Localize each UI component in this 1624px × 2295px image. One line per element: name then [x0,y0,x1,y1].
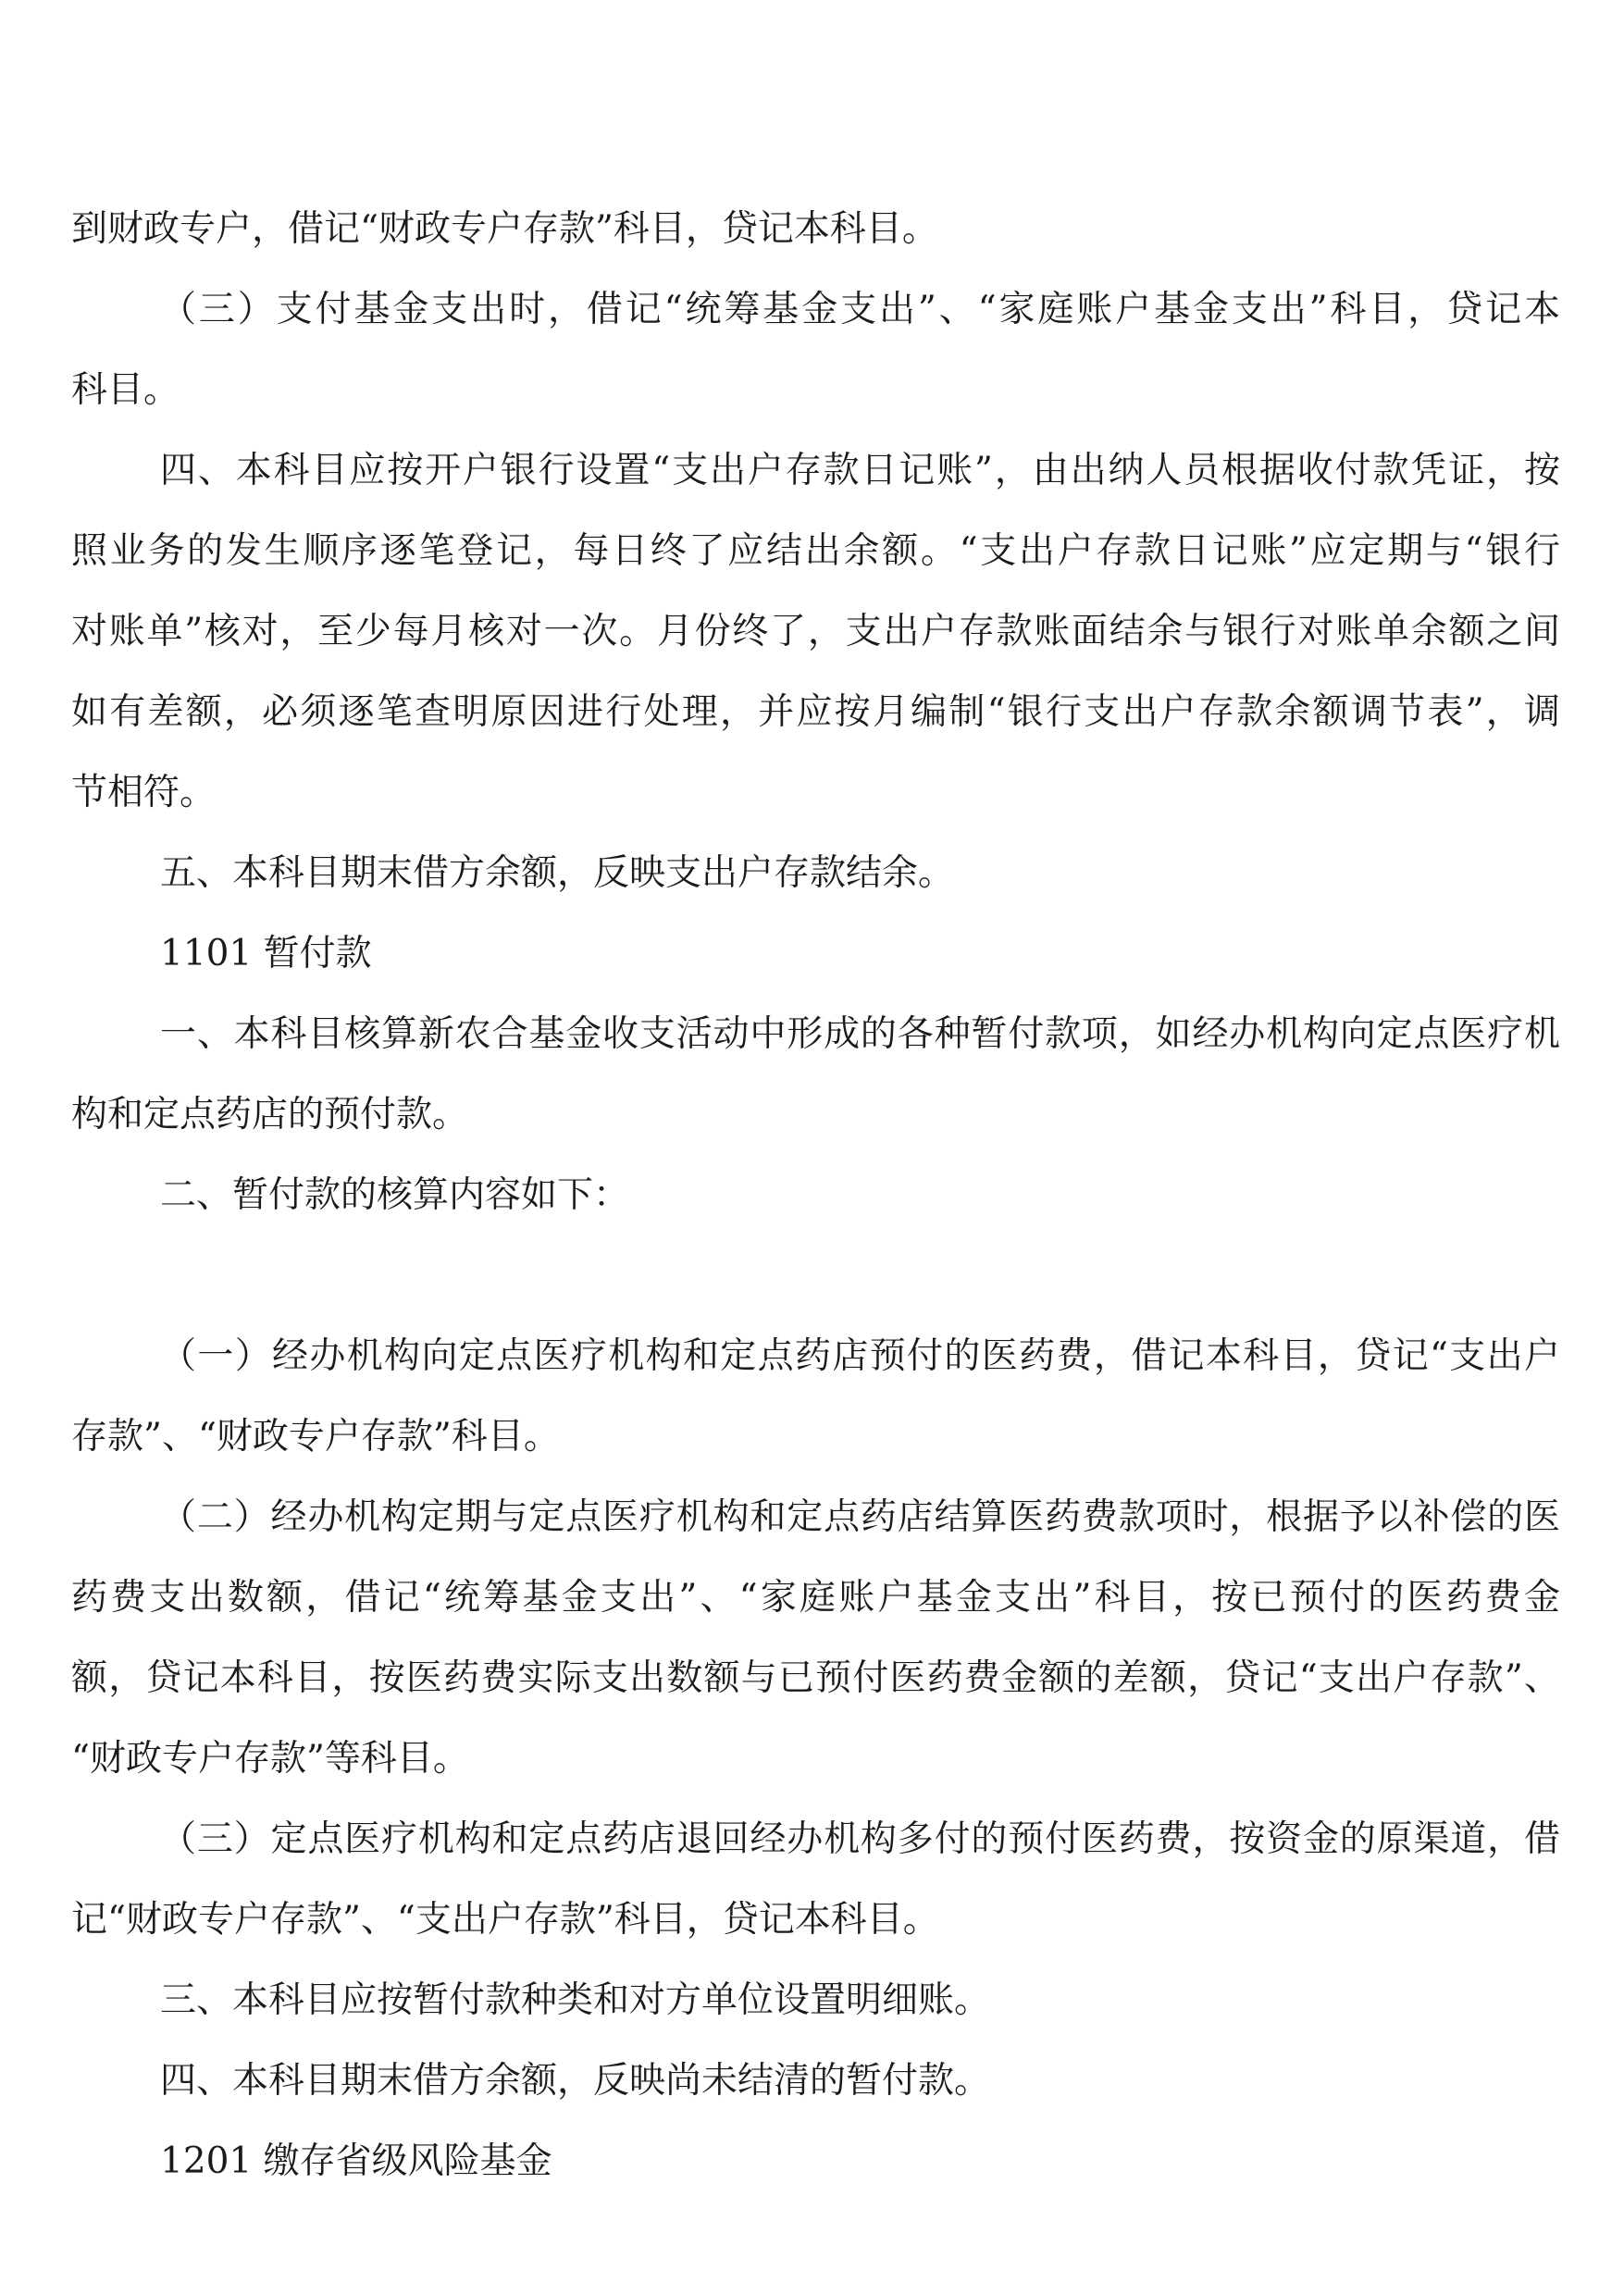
paragraph-line: 节相符。 [71,772,217,813]
paragraph-line: 药费支出数额，借记“统筹基金支出”、“家庭账户基金支出”科目，按已预付的医药费金 [71,1577,1560,1619]
paragraph [71,1477,1560,1799]
section-heading [71,913,1560,994]
paragraph [71,1316,1560,1477]
paragraph-line: 额，贷记本科目，按医药费实际支出数额与已预付医药费金额的差额，贷记“支出户存款”、 [71,1657,1560,1699]
section-heading-text: 1201 缴存省级风险基金 [160,2140,552,2182]
paragraph-line: 到财政专户，借记“财政专户存款”科目，贷记本科目。 [71,208,938,250]
paragraph-line: （一）经办机构向定点医疗机构和定点药店预付的医药费，借记本科目，贷记“支出户 [160,1335,1560,1377]
paragraph-line: 对账单”核对，至少每月核对一次。月份终了，支出户存款账面结余与银行对账单余额之间 [71,611,1560,652]
paragraph-line: 三、本科目应按暂付款种类和对方单位设置明细账。 [160,1979,991,2021]
paragraph-line: 记“财政专户存款”、“支出户存款”科目，贷记本科目。 [71,1899,939,1941]
paragraph-line: 一、本科目核算新农合基金收支活动中形成的各种暂付款项，如经办机构向定点医疗机 [160,1013,1560,1055]
paragraph-line: 四、本科目期末借方余额，反映尚未结清的暂付款。 [160,2060,991,2102]
paragraph-line: （三）定点医疗机构和定点药店退回经办机构多付的预付医药费，按资金的原渠道，借 [160,1818,1560,1860]
paragraph [71,1960,1560,2041]
paragraph-line: 四、本科目应按开户银行设置“支出户存款日记账”，由出纳人员根据收付款凭证，按 [160,450,1560,491]
paragraph [71,1799,1560,1960]
paragraph-line: 五、本科目期末借方余额，反映支出户存款结余。 [160,852,955,894]
document-body [71,189,1560,2202]
paragraph [71,1155,1560,1235]
paragraph-line: 存款”、“财政专户存款”科目。 [71,1416,560,1458]
paragraph [71,994,1560,1155]
section-heading [71,2121,1560,2202]
paragraph-line: （二）经办机构定期与定点医疗机构和定点药店结算医药费款项时，根据予以补偿的医 [160,1496,1560,1538]
paragraph-line: 科目。 [71,369,180,411]
paragraph [71,269,1560,430]
paragraph-line: 二、暂付款的核算内容如下： [160,1174,630,1216]
paragraph [71,2041,1560,2121]
paragraph-line: 照业务的发生顺序逐笔登记，每日终了应结出余额。“支出户存款日记账”应定期与“银行 [71,530,1560,572]
paragraph [71,189,1560,269]
paragraph-line: 构和定点药店的预付款。 [71,1094,469,1135]
section-heading-text: 1101 暂付款 [160,933,372,974]
paragraph [71,833,1560,913]
blank-line [71,1235,1560,1316]
paragraph-line: 如有差额，必须逐笔查明原因进行处理，并应按月编制“银行支出户存款余额调节表”，调 [71,691,1560,733]
paragraph-line: （三）支付基金支出时，借记“统筹基金支出”、“家庭账户基金支出”科目，贷记本 [160,289,1560,330]
paragraph [71,430,1560,833]
paragraph-line: “财政专户存款”等科目。 [71,1738,469,1780]
